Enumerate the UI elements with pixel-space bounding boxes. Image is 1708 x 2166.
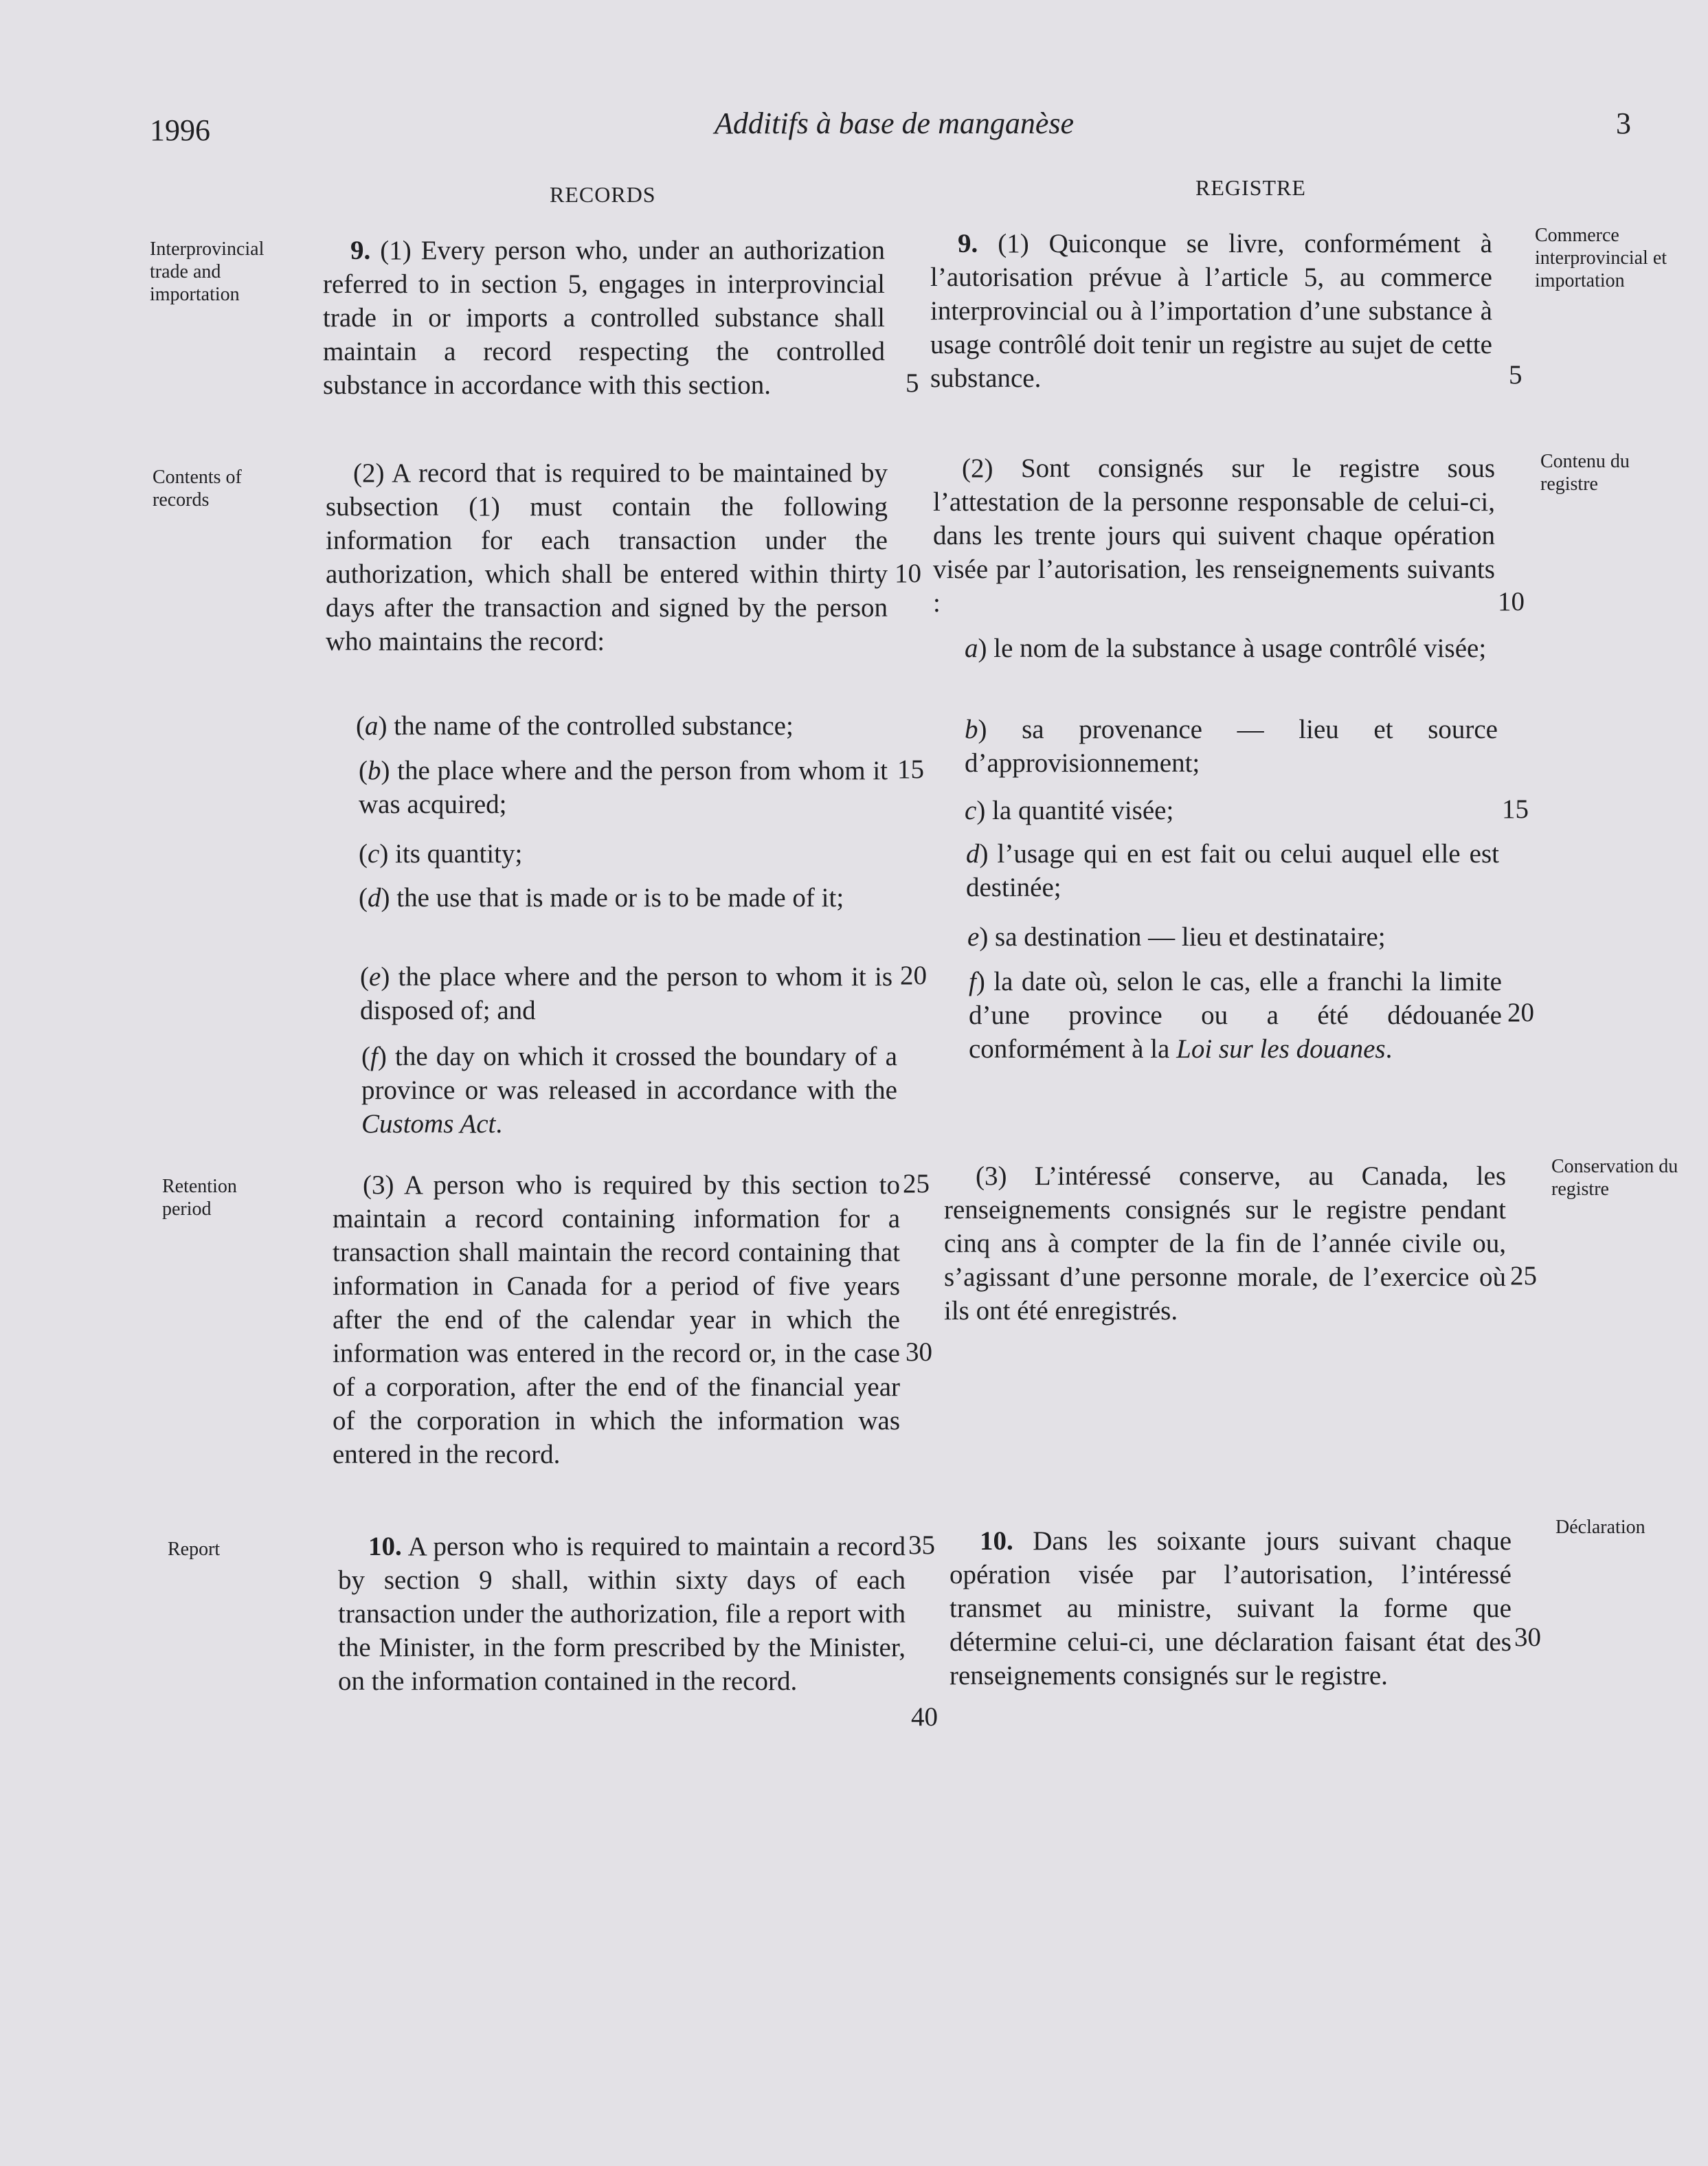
line-number: 10	[895, 559, 921, 588]
margin-note-contents: Contents of records	[153, 467, 242, 511]
fr-item-b: b) sa provenance — lieu et source d’approvisionnement;	[965, 715, 1498, 778]
fr-section-9-3: (3) L’intéressé conserve, au Canada, les renseignements consignés sur le registre pendant cinq ans à compter de la fin de l’année civile ou, s’agissant d’une personne morale, de l’exercice où ils ont été enregistrés.	[944, 1161, 1506, 1326]
fr-section-10: 10. Dans les soixante jours suivant chaque opération visée par l’autorisation, l’intéressé transmet au ministre, suivant la forme que détermine celui-ci, une déclaration faisant état des renseignements consignés sur le registre.	[949, 1526, 1512, 1690]
page-running-title: Additifs à base de manganèse	[715, 107, 1075, 140]
fr-section-number: 10.	[980, 1526, 1013, 1556]
line-number: 35	[908, 1530, 935, 1560]
margin-note-contenu: Contenu du registre	[1540, 451, 1630, 495]
page-year: 1996	[150, 113, 210, 147]
en-section-9-1: 9. (1) Every person who, under an authorization referred to in section 5, engages in interprovincial trade in or imports a controlled substance shall maintain a record respecting the controlled substance in accordance with this section.	[323, 236, 885, 400]
en-section-number: 10.	[368, 1532, 402, 1561]
fr-section-9-2: (2) Sont consignés sur le registre sous l’attestation de la personne responsable de celui-ci, dans les trente jours qui suivent chaque opération visée par l’autorisation, les renseignements suivants :	[933, 454, 1495, 618]
line-number: 25	[903, 1169, 930, 1198]
en-item-d: (d) the use that is made or is to be made of it;	[359, 883, 844, 913]
line-number: 20	[900, 961, 927, 990]
en-section-9-2: (2) A record that is required to be maintained by subsection (1) must contain the following information for each transaction under the authorization, which shall be entered within thirty days after the transaction and signed by the person who maintains the record:	[326, 458, 888, 656]
margin-note-commerce: Commerce interprovincial et importation	[1535, 225, 1667, 291]
margin-note-interprovincial: Interprovincial trade and importation	[150, 238, 265, 305]
en-item-e: (e) the place where and the person to whom it is disposed of; and	[360, 962, 892, 1025]
fr-section-number: 9.	[958, 229, 978, 258]
line-number: 5	[906, 368, 919, 398]
section-heading-en: RECORDS	[550, 182, 656, 207]
line-number: 20	[1507, 998, 1534, 1027]
line-number: 5	[1509, 360, 1522, 390]
en-item-b: (b) the place where and the person from whom it was acquired;	[359, 756, 888, 819]
fr-item-f: f) la date où, selon le cas, elle a franchi la limite d’une province ou a été dédouanée conformément à la Loi sur les douanes.	[969, 967, 1502, 1064]
margin-note-report: Report	[168, 1539, 221, 1560]
fr-item-e: e) sa destination — lieu et destinataire;	[967, 922, 1386, 952]
en-section-10: 10. A person who is required to maintain a record by section 9 shall, within sixty days of each transaction under the authorization, file a report with the Minister, in the form prescribed by the Minister, on the information contained in the record.	[338, 1532, 906, 1696]
fr-item-c: c) la quantité visée;	[965, 796, 1174, 825]
line-number: 15	[1502, 794, 1529, 824]
line-number: 25	[1510, 1261, 1537, 1291]
customs-act-title: Customs Act	[361, 1109, 496, 1139]
margin-note-conservation: Conservation du registre	[1551, 1156, 1678, 1200]
line-number: 30	[906, 1337, 932, 1367]
line-number: 15	[897, 755, 924, 784]
section-heading-fr: REGISTRE	[1195, 175, 1306, 200]
fr-item-d: d) l’usage qui en est fait ou celui auquel elle est destinée;	[966, 839, 1499, 902]
en-section-number: 9.	[350, 236, 371, 265]
en-item-f: (f) the day on which it crossed the boundary of a province or was released in accordance with the Customs Act.	[361, 1042, 897, 1139]
margin-note-retention: Retention period	[162, 1176, 237, 1220]
en-item-c: (c) its quantity;	[359, 839, 523, 869]
loi-sur-les-douanes-title: Loi sur les douanes	[1176, 1034, 1386, 1064]
en-section-9-3: (3) A person who is required by this section to maintain a record containing information for a transaction shall maintain the record containing that information in Canada for a period of five years after the end of the calendar year in which the information was entered in the record or, in the case of a corporation, after the end of the financial year of the corporation in which the information was entered in the record.	[333, 1170, 900, 1469]
line-number: 40	[911, 1702, 938, 1732]
line-number: 10	[1498, 587, 1525, 616]
fr-section-9-1: 9. (1) Quiconque se livre, conformément à l’autorisation prévue à l’article 5, au commerce interprovincial ou à l’importation d’une substance à usage contrôlé doit tenir un registre au sujet de cette substance.	[930, 229, 1492, 393]
margin-note-declaration: Déclaration	[1555, 1517, 1645, 1538]
fr-item-a: a) le nom de la substance à usage contrôlé visée;	[965, 634, 1487, 663]
page-number: 3	[1616, 107, 1631, 140]
line-number: 30	[1514, 1622, 1541, 1652]
en-item-a: (a) the name of the controlled substance;	[356, 711, 794, 741]
